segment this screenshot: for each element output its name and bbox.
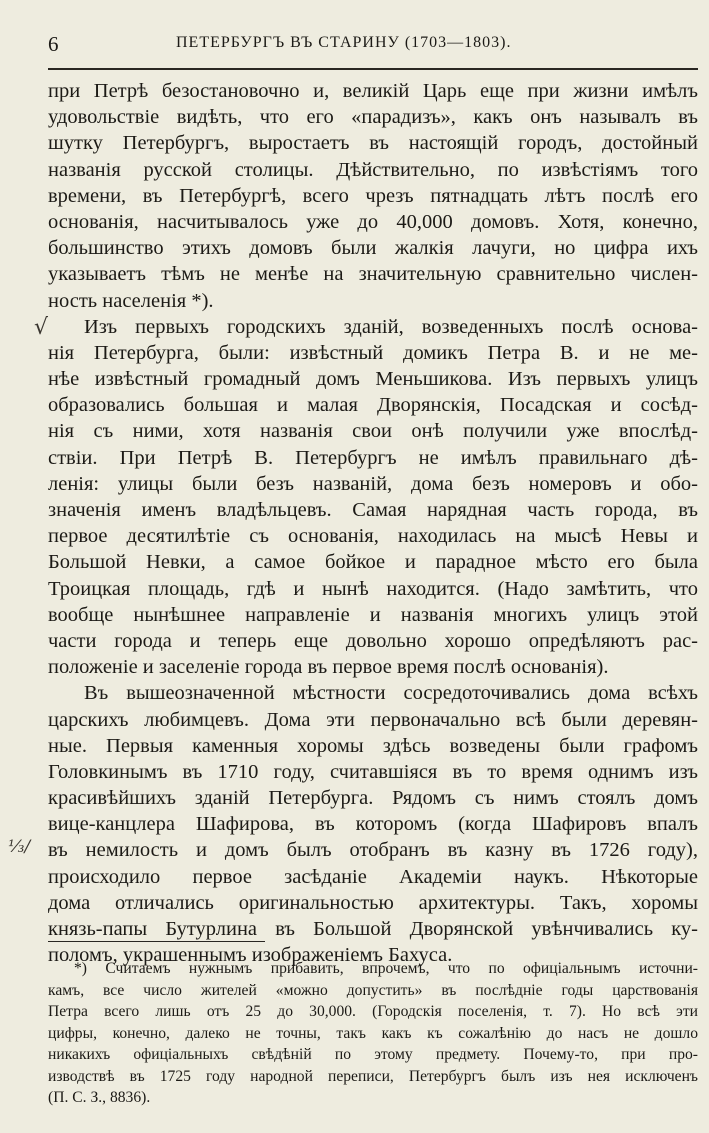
body-text-line: царскихъ любимцевъ. Дома эти первоначально всѣ были деревян- [48, 708, 698, 731]
body-text [48, 78, 698, 968]
footnote-line: цифры, конечно, далеко не точны, такъ какъ къ сожалѣнію до насъ не дошло [48, 1024, 698, 1042]
body-text-line: удовольствіе видѣть, что его «парадизъ», какъ онъ называлъ въ [48, 106, 698, 129]
body-text-line: названія русской столицы. Дѣйствительно, по извѣстіямъ того [48, 158, 698, 181]
body-text-line: основанія, насчитывалось уже до 40,000 домовъ. Хотя, конечно, [48, 210, 698, 233]
body-text-line: Троицкая площадь, гдѣ и нынѣ находится. (Надо замѣтить, что [48, 577, 698, 600]
body-text-line: ленія: улицы были безъ названій, дома безъ номеровъ и обо- [48, 472, 698, 495]
footnote-rule [48, 941, 265, 942]
running-head: ПЕТЕРБУРГЪ ВЪ СТАРИНУ (1703—1803). [176, 34, 512, 51]
body-text-line: при Петрѣ безостановочно и, великій Царь еще при жизни имѣлъ [48, 80, 698, 102]
body-text-line: образовались большая и малая Дворянскія, Посадская и сосѣд- [48, 394, 698, 417]
body-text-line: нѣе извѣстный громадный домъ Меньшикова. Изъ первыхъ улицъ [48, 368, 698, 391]
body-text-line: ные. Первыя каменныя хоромы здѣсь возведены были графомъ [48, 734, 698, 757]
page-number: 6 [48, 32, 59, 56]
body-text-line: указываетъ тѣмъ не менѣе на значительную сравнительно числен- [48, 263, 698, 286]
body-text-line: ность населенія *). [48, 289, 214, 312]
body-text-line: Изъ первыхъ городскихъ зданій, возведенныхъ послѣ основа- [84, 315, 698, 338]
body-text-line: происходило первое засѣданіе Академіи наукъ. Нѣкоторые [48, 865, 698, 888]
body-text-line: Большой Невки, а самое бойкое и парадное мѣсто его была [48, 551, 698, 574]
body-text-line: Въ вышеозначенной мѣстности сосредоточивались дома всѣхъ [84, 682, 698, 705]
footnote [48, 958, 698, 1109]
body-text-line: ствіи. При Петрѣ В. Петербургъ не имѣлъ правильнаго дѣ- [48, 446, 698, 469]
body-text-line: части города и теперь еще довольно хорошо опредѣляютъ рас- [48, 629, 698, 652]
body-text-line: дома отличались оригинальностью архитектуры. Такъ, хоромы [48, 891, 698, 914]
page-header [48, 30, 698, 58]
body-text-line: шутку Петербургъ, выростаетъ въ настоящій городъ, достойный [48, 132, 698, 155]
footnote-line: (П. С. З., 8836). [48, 1089, 151, 1106]
margin-annotation: ⅓/ [8, 837, 31, 857]
body-text-line: Головкинымъ въ 1710 году, считавшіяся въ то время однимъ изъ [48, 760, 698, 783]
body-text-line: вице-канцлера Шафирова, въ которомъ (когда Шафировъ впалъ [48, 813, 698, 836]
footnote-line: никакихъ офиціальныхъ свѣдѣній по этому предмету. Почему-то, при про- [48, 1046, 698, 1063]
body-text-line: первое десятилѣтіе съ основанія, находилась на мысѣ Невы и [48, 525, 698, 548]
body-text-line: поломъ, украшеннымъ изображеніемъ Бахуса. [48, 944, 453, 967]
body-text-line: въ немилость и домъ былъ отобранъ въ казну въ 1726 году), [48, 839, 698, 862]
body-text-line: нія съ ними, хотя названія свои онѣ получили уже впослѣд- [48, 420, 698, 443]
body-text-line: князь-папы Бутурлина въ Большой Дворянской увѣнчивались ку- [48, 918, 698, 940]
body-text-line: значенія именъ владѣльцевъ. Самая нарядная часть города, въ [48, 499, 698, 521]
margin-checkmark: √ [34, 315, 49, 340]
footnote-line: Петра всего лишь отъ 25 до 30,000. (Городскія поселенія, т. 7). Но всѣ эти [48, 1003, 698, 1020]
body-text-line: нія Петербурга, были: извѣстный домикъ Петра В. и не ме- [48, 341, 698, 364]
footnote-line: камъ, все число жителей «можно допустить» въ послѣдніе годы царствованія [48, 981, 698, 999]
footnote-line: *) Считаемъ нужнымъ прибавить, впрочемъ, что по офиціальнымъ источни- [74, 960, 698, 977]
body-text-line: времени, въ Петербургѣ, всего чрезъ пятнадцать лѣтъ послѣ его [48, 184, 698, 207]
header-rule [48, 68, 698, 70]
body-text-line: большинство этихъ домовъ были жалкія лачуги, но цифра ихъ [48, 237, 698, 260]
body-text-line: положеніе и заселеніе города въ первое время послѣ основанія). [48, 656, 609, 679]
body-text-line: красивѣйшихъ зданій Петербурга. Рядомъ съ нимъ стоялъ домъ [48, 787, 698, 810]
footnote-line: изводствѣ въ 1725 году народной переписи, Петербургъ былъ изъ нея исключенъ [48, 1067, 698, 1085]
body-text-line: вообще нынѣшнее направленіе и названія многихъ улицъ этой [48, 603, 698, 626]
